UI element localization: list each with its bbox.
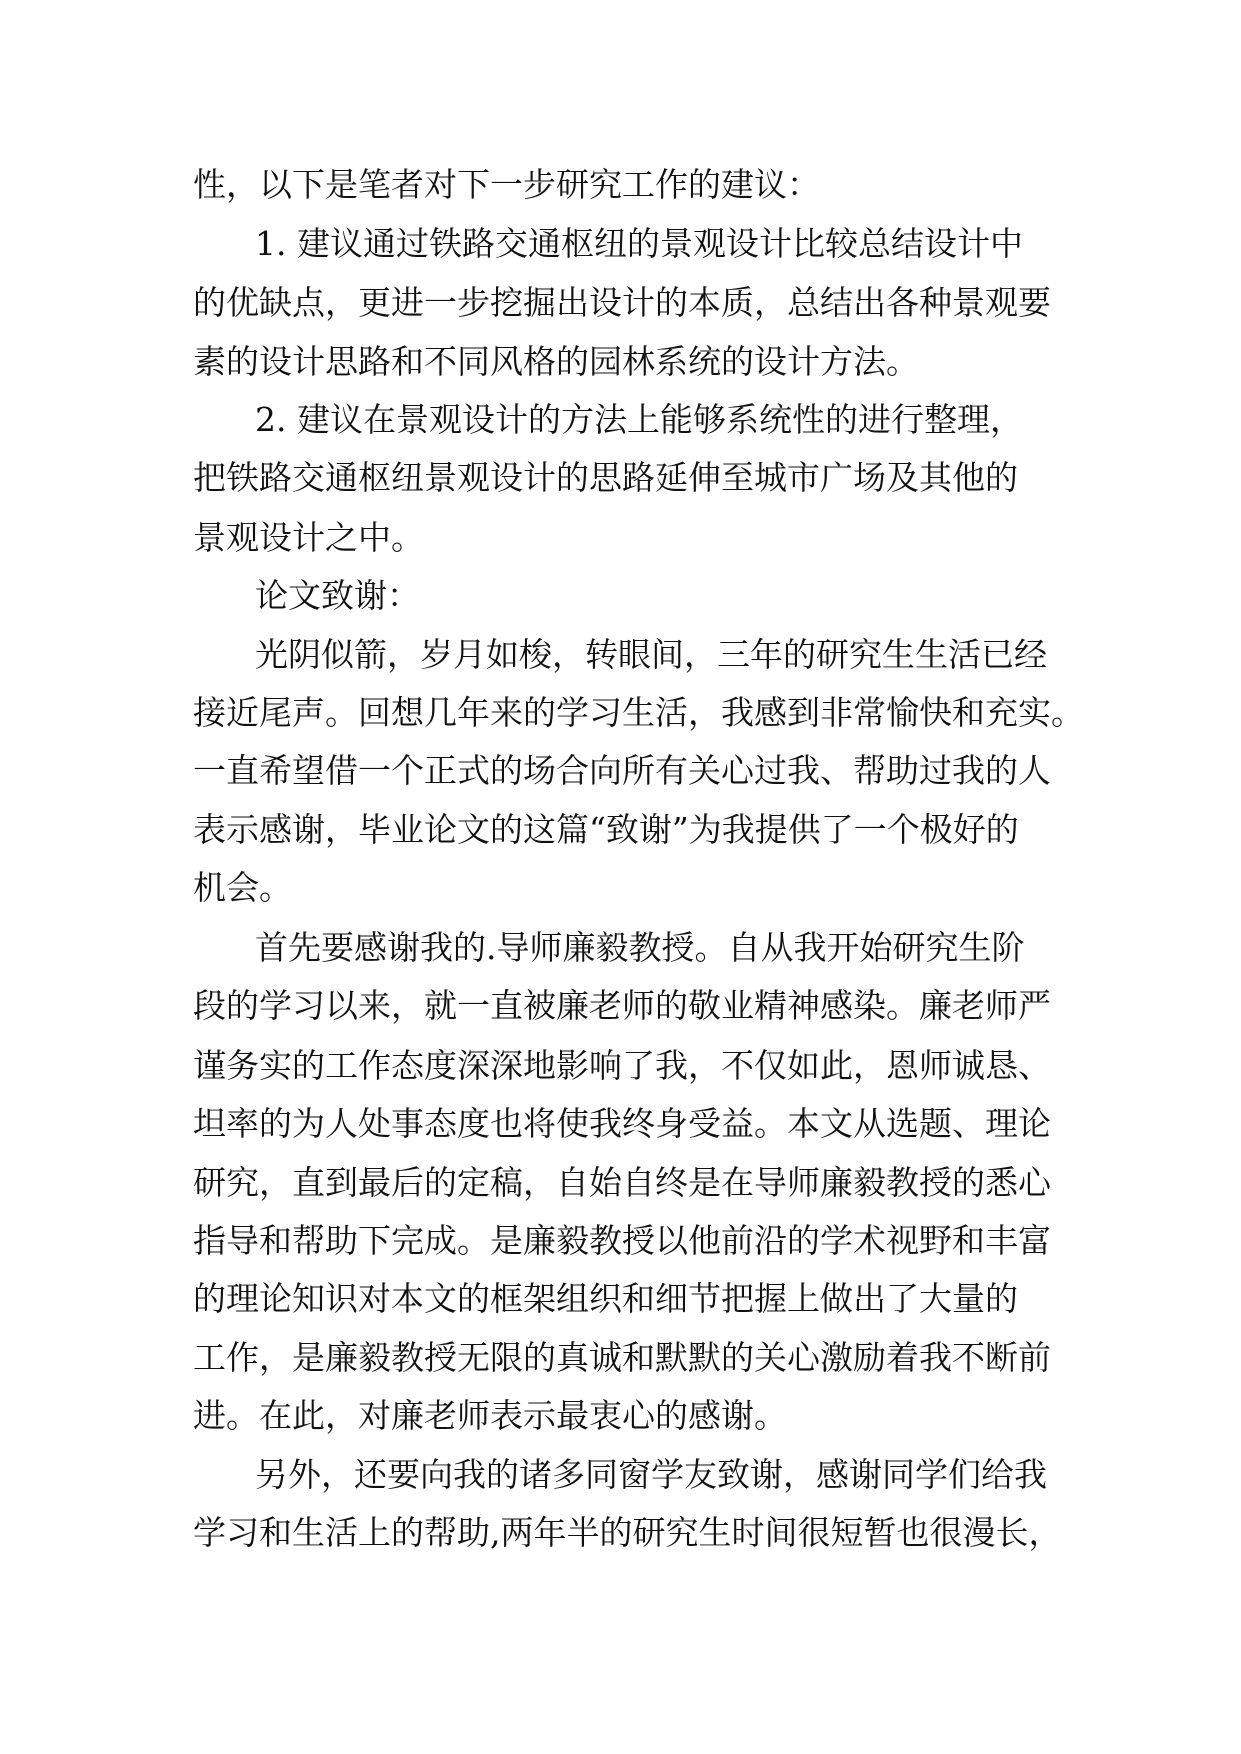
text-line: 素的设计思路和不同风格的园林系统的设计方法。 [193,342,919,381]
text-line: 把铁路交通枢纽景观设计的思路延伸至城市广场及其他的 [193,458,1018,497]
text-line: 坦率的为人处事态度也将使我终身受益。本文从选题、理论 [193,1104,1051,1143]
text-line: 表示感谢，毕业论文的这篇“致谢”为我提供了一个极好的 [193,810,1019,849]
section-heading: 论文致谢： [255,576,420,615]
text-line: 指导和帮助下完成。是廉毅教授以他前沿的学术视野和丰富 [193,1221,1051,1260]
text-line: 的理论知识对本文的框架组织和细节把握上做出了大量的 [193,1279,1018,1318]
text-line: 工作，是廉毅教授无限的真诚和默默的关心激励着我不断前 [193,1338,1051,1377]
text-line: 研究，直到最后的定稿，自始自终是在导师廉毅教授的悉心 [193,1163,1051,1202]
text-line: 学习和生活上的帮助,两年半的研究生时间很短暂也很漫长， [193,1513,1062,1552]
text-line: 性，以下是笔者对下一步研究工作的建议： [193,165,820,204]
text-line: 谨务实的工作态度深深地影响了我，不仅如此，恩师诚恳、 [193,1046,1051,1085]
text-line: 接近尾声。回想几年来的学习生活，我感到非常愉快和充实。 [193,693,1084,732]
text-line: 一直希望借一个正式的场合向所有关心过我、帮助过我的人 [193,751,1051,790]
text-line: 机会。 [193,868,292,907]
text-line: 景观设计之中。 [193,518,424,557]
text-line: 1. 建议通过铁路交通枢纽的景观设计比较总结设计中 [255,224,1023,263]
text-line: 另外，还要向我的诸多同窗学友致谢，感谢同学们给我 [255,1455,1047,1494]
text-line: 的优缺点，更进一步挖掘出设计的本质，总结出各种景观要 [193,283,1051,322]
text-line: 光阴似箭，岁月如梭，转眼间，三年的研究生生活已经 [255,635,1047,674]
text-line: 2. 建议在景观设计的方法上能够系统性的进行整理， [255,400,1023,439]
text-line: 进。在此，对廉老师表示最衷心的感谢。 [193,1396,787,1435]
text-line: 首先要感谢我的.导师廉毅教授。自从我开始研究生阶 [255,928,1025,967]
text-line: 段的学习以来，就一直被廉老师的敬业精神感染。廉老师严 [193,986,1051,1025]
